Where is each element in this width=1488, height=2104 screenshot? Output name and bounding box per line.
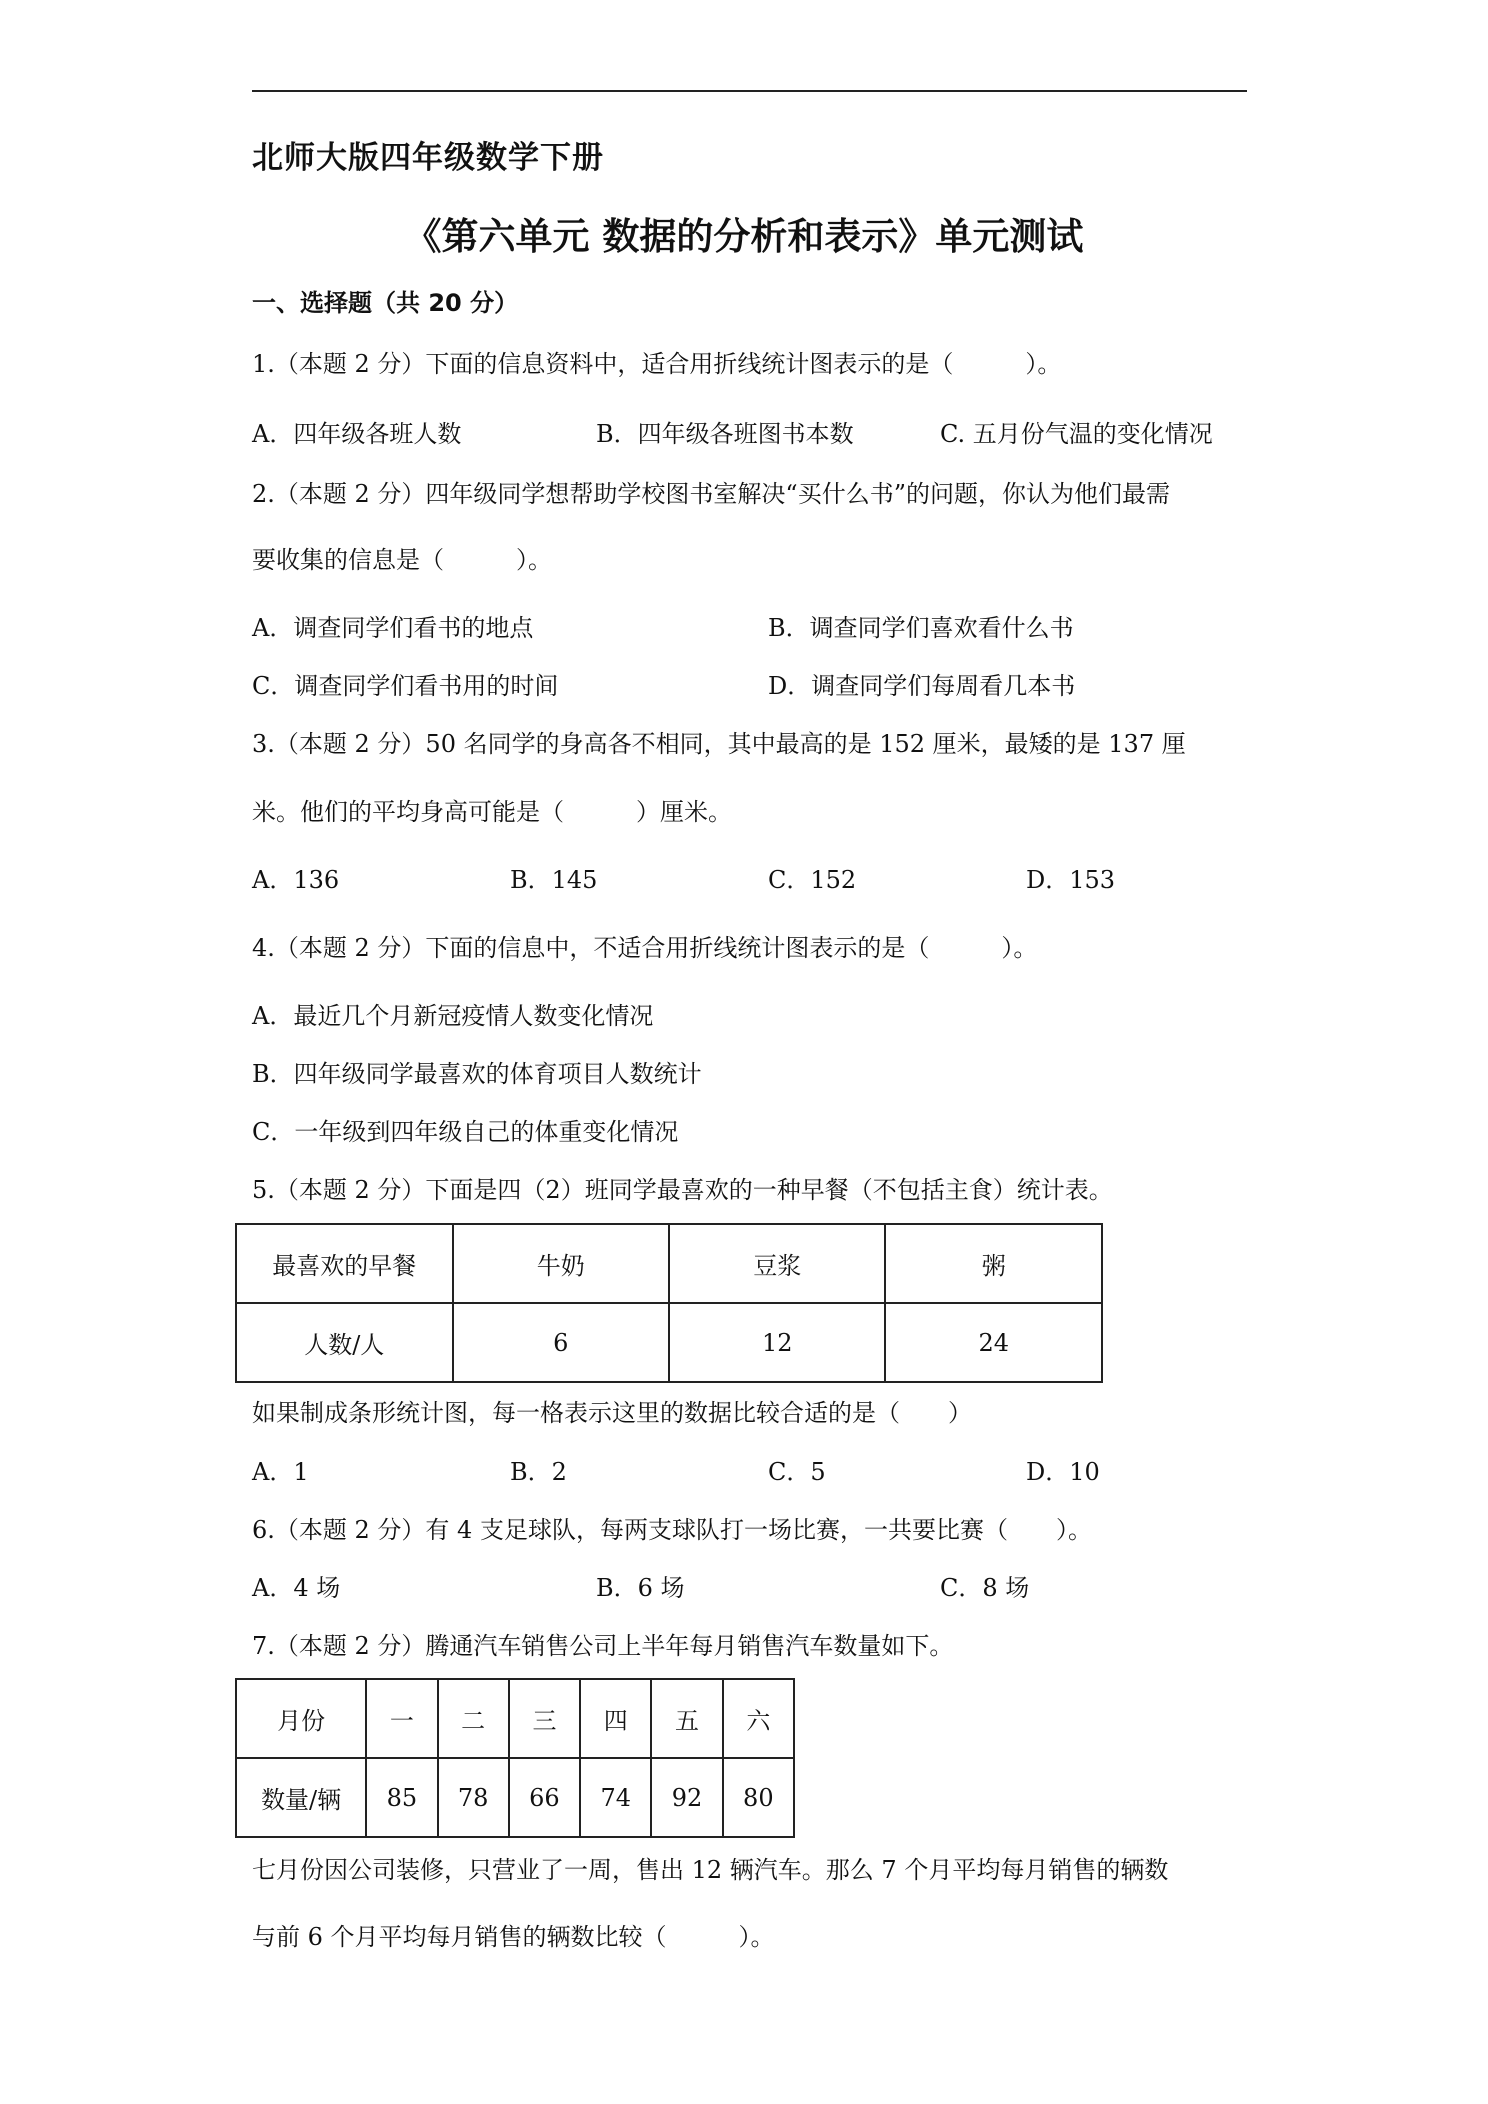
question-5-follow-up: 如果制成条形统计图，每一格表示这里的数据比较合适的是（ ） <box>252 1399 972 1427</box>
table-row <box>236 1679 794 1758</box>
question-1-stem: 1.（本题 2 分）下面的信息资料中，适合用折线统计图表示的是（ ）。 <box>252 350 1062 378</box>
question-5-stem: 5.（本题 2 分）下面是四（2）班同学最喜欢的一种早餐（不包括主食）统计表。 <box>252 1176 1113 1204</box>
table-cell: 牛奶 <box>453 1224 669 1303</box>
table-cell: 一 <box>366 1679 437 1758</box>
question-5-option-b: B．2 <box>510 1458 567 1486</box>
table-cell: 24 <box>885 1303 1102 1382</box>
table-cell: 74 <box>580 1758 651 1837</box>
question-6-option-a: A．4 场 <box>252 1574 341 1602</box>
question-6-option-c: C．8 场 <box>940 1574 1030 1602</box>
question-6-stem: 6.（本题 2 分）有 4 支足球队，每两支球队打一场比赛，一共要比赛（ ）。 <box>252 1516 1092 1544</box>
question-2-option-a: A．调查同学们看书的地点 <box>252 614 534 642</box>
question-2-stem-line-2: 要收集的信息是（ ）。 <box>252 546 552 574</box>
question-2-option-b: B．调查同学们喜欢看什么书 <box>768 614 1074 642</box>
question-7-follow-up-line-2: 与前 6 个月平均每月销售的辆数比较（ ）。 <box>252 1923 775 1951</box>
question-2-option-c: C．调查同学们看书用的时间 <box>252 672 559 700</box>
table-cell: 六 <box>723 1679 794 1758</box>
question-2-option-d: D．调查同学们每周看几本书 <box>768 672 1076 700</box>
question-3-option-d: D．153 <box>1026 866 1116 894</box>
table-cell: 三 <box>509 1679 580 1758</box>
table-cell: 四 <box>580 1679 651 1758</box>
question-1-option-a: A．四年级各班人数 <box>252 420 462 448</box>
table-cell: 6 <box>453 1303 669 1382</box>
question-4-option-b: B．四年级同学最喜欢的体育项目人数统计 <box>252 1060 702 1088</box>
table-cell: 92 <box>651 1758 722 1837</box>
question-2-stem-line-1: 2.（本题 2 分）四年级同学想帮助学校图书室解决“买什么书”的问题，你认为他们最需 <box>252 480 1170 508</box>
table-cell: 最喜欢的早餐 <box>236 1224 453 1303</box>
question-6-option-b: B．6 场 <box>596 1574 685 1602</box>
table-cell: 二 <box>438 1679 509 1758</box>
table-cell: 85 <box>366 1758 437 1837</box>
table-cell: 数量/辆 <box>236 1758 366 1837</box>
table-cell: 五 <box>651 1679 722 1758</box>
question-1-option-b: B．四年级各班图书本数 <box>596 420 854 448</box>
table-cell: 12 <box>669 1303 886 1382</box>
document-title: 北师大版四年级数学下册 <box>252 140 604 176</box>
table-cell: 月份 <box>236 1679 366 1758</box>
question-5-option-a: A．1 <box>252 1458 309 1486</box>
question-4-option-c: C．一年级到四年级自己的体重变化情况 <box>252 1118 679 1146</box>
section-heading: 一、选择题（共 20 分） <box>252 289 519 317</box>
question-5-option-d: D．10 <box>1026 1458 1100 1486</box>
table-cell: 人数/人 <box>236 1303 453 1382</box>
question-7-follow-up-line-1: 七月份因公司装修，只营业了一周，售出 12 辆汽车。那么 7 个月平均每月销售的辆数 <box>252 1856 1169 1884</box>
question-3-stem-line-1: 3.（本题 2 分）50 名同学的身高各不相同，其中最高的是 152 厘米，最矮的是 137 厘 <box>252 730 1186 758</box>
question-5-option-c: C．5 <box>768 1458 826 1486</box>
table-row <box>236 1224 1102 1303</box>
question-4-option-a: A．最近几个月新冠疫情人数变化情况 <box>252 1002 654 1030</box>
table-cell: 粥 <box>885 1224 1102 1303</box>
table-row <box>236 1758 794 1837</box>
question-3-option-c: C．152 <box>768 866 857 894</box>
table-cell: 豆浆 <box>669 1224 886 1303</box>
document-subtitle: 《第六单元 数据的分析和表示》单元测试 <box>404 215 1084 258</box>
table-cell: 66 <box>509 1758 580 1837</box>
question-1-option-c: C. 五月份气温的变化情况 <box>940 420 1213 448</box>
question-7-stem: 7.（本题 2 分）腾通汽车销售公司上半年每月销售汽车数量如下。 <box>252 1632 954 1660</box>
breakfast-table <box>235 1223 1103 1383</box>
table-row <box>236 1303 1102 1382</box>
header-rule <box>252 90 1247 92</box>
table-cell: 78 <box>438 1758 509 1837</box>
question-3-stem-line-2: 米。他们的平均身高可能是（ ）厘米。 <box>252 798 732 826</box>
question-3-option-b: B．145 <box>510 866 598 894</box>
car-sales-table <box>235 1678 795 1838</box>
question-3-option-a: A．136 <box>252 866 340 894</box>
table-cell: 80 <box>723 1758 794 1837</box>
question-4-stem: 4.（本题 2 分）下面的信息中，不适合用折线统计图表示的是（ ）。 <box>252 934 1038 962</box>
